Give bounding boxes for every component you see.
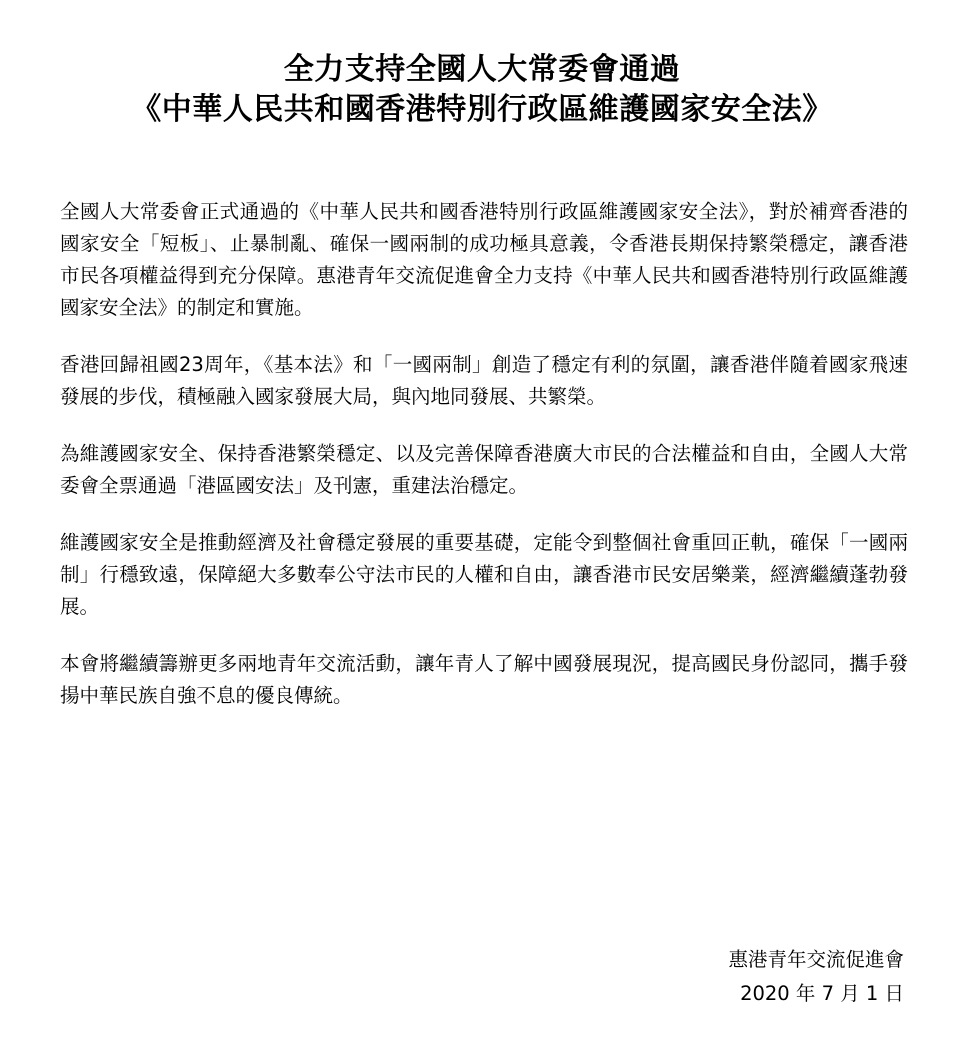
- paragraph-4: 維護國家安全是推動經濟及社會穩定發展的重要基礎，定能令到整個社會重回正軌，確保「一國兩制」行穩致遠，保障絕大多數奉公守法市民的人權和自由，讓香港市民安居樂業，經濟繼續蓬勃發展。: [60, 531, 908, 618]
- document-body: [60, 196, 908, 737]
- document-title-line-1: 全力支持全國人大常委會通過: [283, 52, 681, 87]
- paragraph-1: 全國人大常委會正式通過的《中華人民共和國香港特別行政區維護國家安全法》，對於補齊香港的國家安全「短板」、止暴制亂、確保一國兩制的成功極具意義，令香港長期保持繁榮穩定，讓香港市民各項權益得到充分保障。惠港青年交流促進會全力支持《中華人民共和國香港特別行政區維護國家安全法》的制定和實施。: [60, 200, 908, 319]
- signature-date: 2020 年 7 月 1 日: [740, 982, 904, 1005]
- document-title-line-2: 《中華人民共和國香港特別行政區維護國家安全法》: [131, 92, 833, 127]
- paragraph-3: 為維護國家安全、保持香港繁榮穩定、以及完善保障香港廣大市民的合法權益和自由，全國人大常委會全票通過「港區國安法」及刊憲，重建法治穩定。: [60, 442, 908, 497]
- paragraph-2: 香港回歸祖國23周年，《基本法》和「一國兩制」創造了穩定有利的氛圍，讓香港伴隨着國家飛速發展的步伐，積極融入國家發展大局，與內地同發展、共繁榮。: [60, 353, 908, 408]
- paragraph-5: 本會將繼續籌辦更多兩地青年交流活動，讓年青人了解中國發展現況，提高國民身份認同，攜手發揚中華民族自強不息的優良傳統。: [60, 652, 908, 707]
- signature-organization: 惠港青年交流促進會: [728, 948, 904, 971]
